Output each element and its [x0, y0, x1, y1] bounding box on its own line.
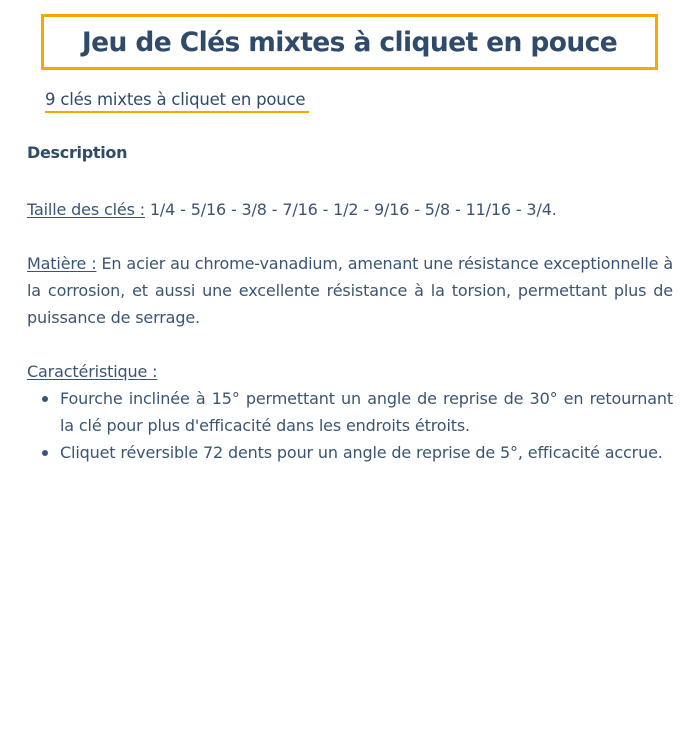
sizes-label: Taille des clés :	[27, 200, 145, 219]
description-heading: Description	[27, 143, 128, 162]
material-paragraph	[27, 250, 673, 331]
product-subtitle: 9 clés mixtes à cliquet en pouce	[45, 90, 309, 113]
material-label: Matière :	[27, 254, 97, 273]
title-banner	[41, 14, 658, 70]
list-item: Fourche inclinée à 15° permettant un angle de reprise de 30° en retournant la clé pour plus d'efficacité dans les endroits étroits.	[60, 385, 673, 439]
features-heading-paragraph	[27, 358, 673, 385]
page-title: Jeu de Clés mixtes à cliquet en pouce	[81, 26, 618, 58]
description-body	[27, 196, 673, 466]
sizes-paragraph	[27, 196, 673, 223]
features-list	[27, 385, 673, 466]
sizes-value: 1/4 - 5/16 - 3/8 - 7/16 - 1/2 - 9/16 - 5/8 - 11/16 - 3/4.	[149, 200, 557, 219]
list-item: Cliquet réversible 72 dents pour un angle de reprise de 5°, efficacité accrue.	[60, 439, 673, 466]
material-value: En acier au chrome-vanadium, amenant une résistance exceptionnelle à la corrosion, et aussi une excellente résistance à la torsion, permettant plus de puissance de serrage.	[27, 254, 674, 327]
features-label: Caractéristique :	[27, 362, 158, 381]
